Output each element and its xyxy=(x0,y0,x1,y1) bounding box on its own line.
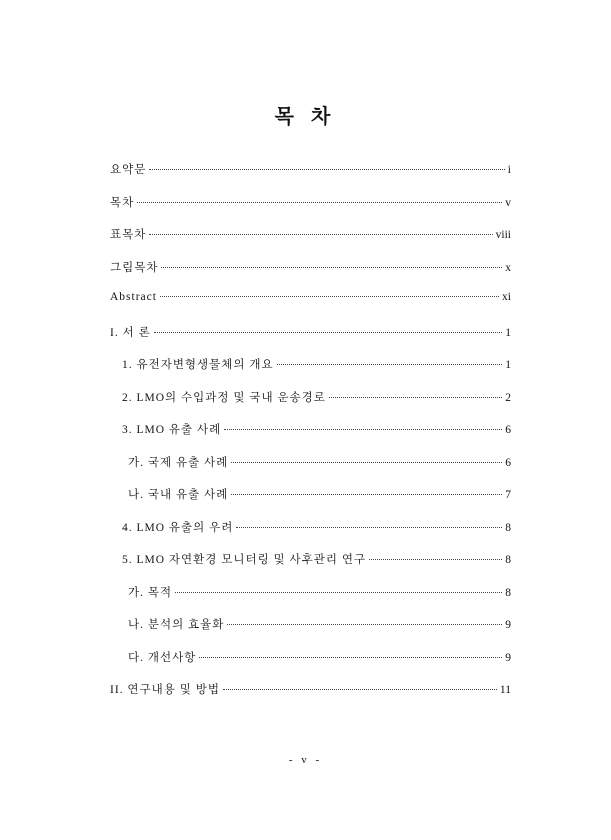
toc-entry-page: 9 xyxy=(505,619,511,631)
dot-leader xyxy=(223,689,497,690)
table-of-contents xyxy=(110,161,511,714)
toc-entry[interactable] xyxy=(110,584,511,617)
toc-entry[interactable] xyxy=(110,681,511,714)
toc-entry-label: 2. LMO의 수입과정 및 국내 운송경로 xyxy=(122,391,326,404)
toc-entry[interactable] xyxy=(110,454,511,487)
toc-entry-page: 8 xyxy=(505,554,511,566)
toc-entry-label: 다. 개선사항 xyxy=(128,651,197,664)
toc-entry-label: 4. LMO 유출의 우려 xyxy=(122,521,234,534)
toc-entry-label: 나. 분석의 효율화 xyxy=(128,619,225,631)
toc-entry-page: 6 xyxy=(505,424,511,436)
toc-entry[interactable] xyxy=(110,616,511,649)
toc-entry-page: i xyxy=(507,164,511,176)
dot-leader xyxy=(224,429,502,430)
dot-leader xyxy=(149,234,492,235)
toc-entry[interactable] xyxy=(110,291,511,324)
toc-entry-label: 목차 xyxy=(110,196,135,209)
dot-leader xyxy=(231,494,502,495)
dot-leader xyxy=(236,527,502,528)
toc-entry-page: v xyxy=(505,196,511,209)
dot-leader xyxy=(231,462,502,463)
toc-entry[interactable] xyxy=(110,551,511,584)
toc-entry-label: II. 연구내용 및 방법 xyxy=(110,684,220,696)
dot-leader xyxy=(137,202,502,203)
toc-entry-label: 표목차 xyxy=(110,229,147,241)
page-number-footer: - v - xyxy=(288,754,323,766)
dot-leader xyxy=(154,332,503,333)
toc-entry-label: 그림목차 xyxy=(110,261,159,274)
toc-entry[interactable] xyxy=(110,649,511,682)
toc-entry-label: I. 서 론 xyxy=(110,326,151,339)
dot-leader xyxy=(160,296,499,297)
toc-entry-label: Abstract xyxy=(110,291,157,303)
toc-entry-page: viii xyxy=(495,229,511,241)
toc-entry-label: 3. LMO 유출 사례 xyxy=(122,424,222,436)
toc-entry-page: 11 xyxy=(499,684,511,696)
dot-leader xyxy=(199,657,502,658)
toc-entry-page: 1 xyxy=(505,326,511,339)
toc-entry[interactable] xyxy=(110,356,511,389)
toc-entry-label: 5. LMO 자연환경 모니터링 및 사후관리 연구 xyxy=(122,554,367,566)
toc-entry[interactable] xyxy=(110,324,511,357)
toc-entry[interactable] xyxy=(110,486,511,519)
dot-leader xyxy=(161,267,502,268)
toc-entry[interactable] xyxy=(110,389,511,422)
toc-entry[interactable] xyxy=(110,194,511,227)
dot-leader xyxy=(277,364,503,365)
toc-entry-page: xi xyxy=(502,291,511,303)
toc-entry-page: 8 xyxy=(505,521,511,534)
toc-entry-label: 요약문 xyxy=(110,164,147,176)
toc-entry-page: 2 xyxy=(505,391,511,404)
toc-entry[interactable] xyxy=(110,226,511,259)
dot-leader xyxy=(175,592,502,593)
dot-leader xyxy=(149,169,504,170)
toc-entry-page: 9 xyxy=(505,651,511,664)
toc-entry-page: 8 xyxy=(505,586,511,599)
page-title: 목 차 xyxy=(274,106,337,128)
toc-entry[interactable] xyxy=(110,519,511,552)
dot-leader xyxy=(369,559,502,560)
toc-entry-label: 1. 유전자변형생물체의 개요 xyxy=(122,359,274,371)
toc-entry[interactable] xyxy=(110,421,511,454)
toc-entry-label: 나. 국내 유출 사례 xyxy=(128,489,229,501)
toc-entry-label: 가. 국제 유출 사례 xyxy=(128,456,229,469)
toc-entry-page: 7 xyxy=(505,489,511,501)
dot-leader xyxy=(227,624,502,625)
toc-entry-label: 가. 목적 xyxy=(128,586,173,599)
toc-entry-page: 1 xyxy=(505,359,511,371)
toc-entry-page: x xyxy=(505,261,511,274)
toc-entry-page: 6 xyxy=(505,456,511,469)
dot-leader xyxy=(329,397,502,398)
toc-entry[interactable] xyxy=(110,259,511,292)
toc-entry[interactable] xyxy=(110,161,511,194)
